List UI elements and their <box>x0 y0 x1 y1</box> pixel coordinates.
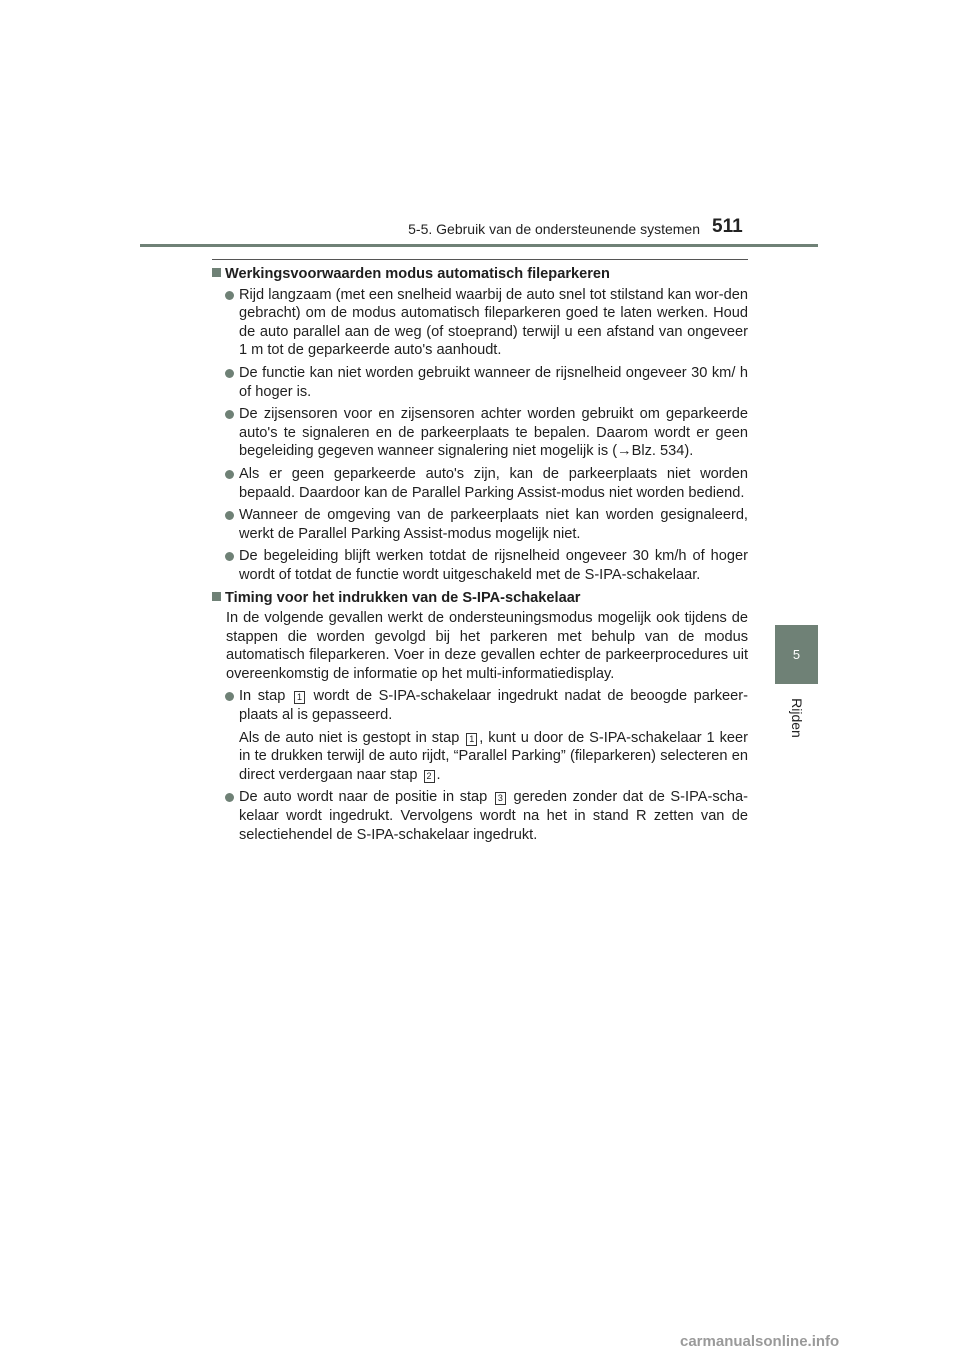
bullet-text: De begeleiding blijft werken totdat de rijsnelheid ongeveer 30 km/h of hoger wordt of totdat de functie wordt uitgeschakeld met de S-IPA-schakelaar. <box>239 548 748 583</box>
bullet-text: De functie kan niet worden gebruikt wanneer de rijsnelheid ongeveer 30 km/ h of hoger is. <box>239 364 748 400</box>
circle-bullet-icon <box>225 793 234 802</box>
chapter-label <box>775 688 818 748</box>
step-1-badge: 1 <box>294 691 305 704</box>
bullet-item <box>212 364 748 401</box>
bullet-item <box>212 405 748 461</box>
bullet-item <box>212 506 748 543</box>
bullet-text-part: Als de auto niet is gestopt in stap <box>239 729 460 746</box>
bullet-text: Wanneer de omgeving van de parkeerplaats niet kan worden gesignaleerd, werkt de Parallel Parking Assist-modus mogelijk niet. <box>239 507 748 542</box>
square-bullet-icon <box>212 592 221 601</box>
content-rule <box>212 259 748 260</box>
square-bullet-icon <box>212 268 221 277</box>
circle-bullet-icon <box>225 470 234 479</box>
bullet-item <box>212 687 748 784</box>
chapter-label-text: Rijden <box>788 698 805 738</box>
bullet-text: De zijsensoren voor en zijsensoren achter worden gebruikt om geparkeerde auto's te signaleren en de parkeerplaats te bepalen. Daarom wordt er geen begeleiding gegeven wanneer signalering niet mogelijk is (→Blz. 534). <box>239 406 748 460</box>
section-heading-1-text: Werkingsvoorwaarden modus automatisch fileparkeren <box>225 266 610 282</box>
bullet-text-part: . <box>436 766 441 783</box>
section-heading-1 <box>212 265 748 284</box>
bullet-text-part: gereden zonder dat de S-IPA-scha-kelaar wordt ingedrukt. Vervolgens wordt na het in stand R zetten van de selectiehendel de S-IPA-schakelaar ingedrukt. <box>239 789 749 843</box>
section-heading-2-text: Timing voor het indrukken van de S-IPA-schakelaar <box>225 589 581 606</box>
section-2-intro: In de volgende gevallen werkt de ondersteuningsmodus mogelijk ook tijdens de stappen die worden gevolgd bij het parkeren met behulp van de modus automatisch fileparkeren. Voer in deze gevallen echter de parkeerprocedures uit overeenkomstig de informatie op het multi-informatiedisplay. <box>226 610 748 682</box>
section-header: 5-5. Gebruik van de ondersteunende systemen <box>408 221 700 237</box>
circle-bullet-icon <box>225 410 234 419</box>
bullet-text-part: wordt de S-IPA-schakelaar ingedrukt nadat de beoogde parkeer-plaats al is gepasseerd. <box>239 688 748 724</box>
bullet-item <box>212 286 748 360</box>
bullet-text: Rijd langzaam (met een snelheid waarbij de auto snel tot stilstand kan wor-den gebracht) om de modus automatisch fileparkeren goed te laten werken. Houd de auto parallel aan de weg (of stoeprand) terwijl u een afstand van ongeveer 1 m tot de geparkeerde auto's aanhoudt. <box>239 286 748 359</box>
bullet-continuation <box>239 729 748 785</box>
watermark: carmanualsonline.info <box>680 1333 840 1350</box>
bullet-text-part: De auto wordt naar de positie in stap <box>239 789 488 806</box>
circle-bullet-icon <box>225 692 234 701</box>
bullet-text: Als er geen geparkeerde auto's zijn, kan de parkeerplaats niet worden bepaald. Daardoor kan de Parallel Parking Assist-modus niet worden bediend. <box>239 465 748 501</box>
chapter-number: 5 <box>792 647 801 662</box>
step-2-badge: 2 <box>424 770 435 783</box>
bullet-item <box>212 547 748 584</box>
bullet-text-part: , kunt u door de S-IPA-schakelaar 1 keer in te drukken terwijl de auto rijdt, “Parallel Parking” (fileparkeren) selecteren en direct verdergaan naar stap <box>239 729 748 783</box>
page-number: 511 <box>712 216 743 237</box>
chapter-tab[interactable] <box>775 625 818 684</box>
step-1-badge: 1 <box>466 733 477 746</box>
bullet-item <box>212 788 748 844</box>
page-content <box>212 265 748 848</box>
circle-bullet-icon <box>225 369 234 378</box>
circle-bullet-icon <box>225 291 234 300</box>
bullet-text-part: In stap <box>239 688 286 705</box>
section-heading-2 <box>212 589 748 608</box>
header-rule <box>140 244 818 247</box>
step-3-badge: 3 <box>495 792 506 805</box>
circle-bullet-icon <box>225 552 234 561</box>
circle-bullet-icon <box>225 511 234 520</box>
bullet-item <box>212 465 748 502</box>
